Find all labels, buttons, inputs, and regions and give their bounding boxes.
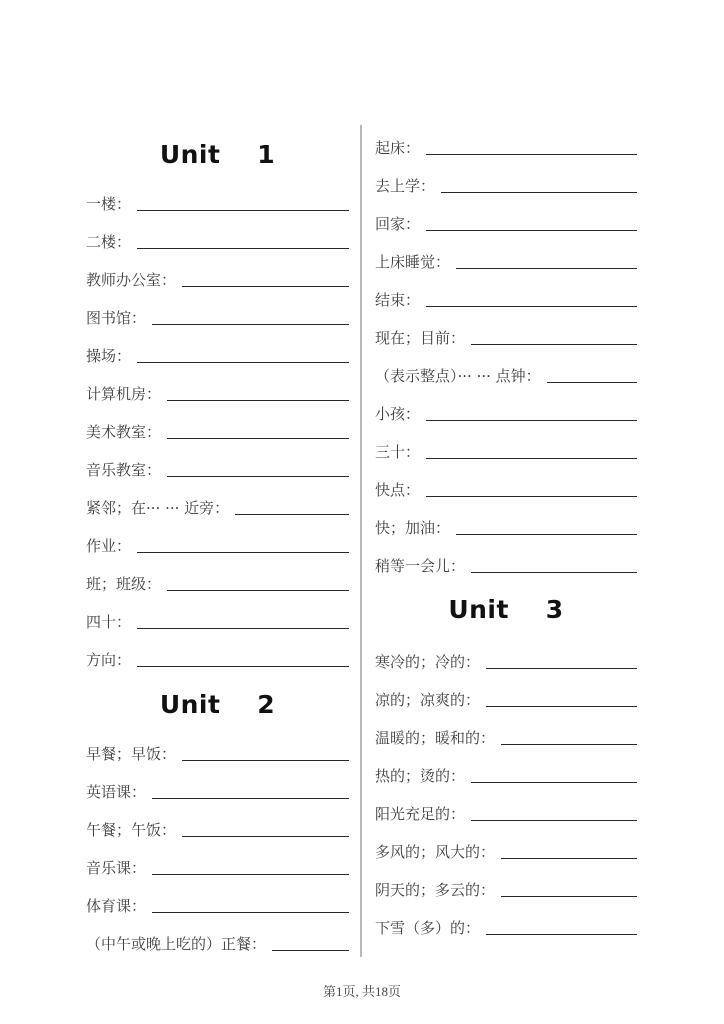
vocab-label: 计算机房：	[86, 385, 162, 403]
vocab-row	[86, 646, 349, 670]
vocab-row	[86, 494, 349, 518]
vocab-label: 二楼：	[86, 233, 132, 251]
vocab-label: 紧邻；在··· ··· 近旁：	[86, 499, 230, 517]
vocab-label: 一楼：	[86, 195, 132, 213]
answer-blank[interactable]	[137, 628, 349, 629]
vocab-row	[375, 438, 637, 462]
vocab-row	[86, 892, 349, 916]
answer-blank[interactable]	[486, 934, 637, 935]
answer-blank[interactable]	[167, 476, 349, 477]
answer-blank[interactable]	[471, 344, 637, 345]
vocab-row	[86, 740, 349, 764]
vocab-row	[375, 514, 637, 538]
vocab-label: 稍等一会儿：	[375, 557, 466, 575]
vocab-row	[375, 248, 637, 272]
vocab-row	[375, 762, 637, 786]
answer-blank[interactable]	[426, 458, 637, 459]
answer-blank[interactable]	[167, 400, 349, 401]
answer-blank[interactable]	[426, 154, 637, 155]
vocab-row	[86, 342, 349, 366]
vocab-row	[375, 800, 637, 824]
answer-blank[interactable]	[426, 420, 637, 421]
vocab-row	[86, 304, 349, 328]
vocab-label: 现在；目前：	[375, 329, 466, 347]
answer-blank[interactable]	[456, 268, 637, 269]
vocab-row	[86, 816, 349, 840]
vocab-label: 美术教室：	[86, 423, 162, 441]
answer-blank[interactable]	[501, 896, 637, 897]
vocab-label: 温暖的；暖和的：	[375, 729, 496, 747]
answer-blank[interactable]	[471, 820, 637, 821]
vocab-label: 教师办公室：	[86, 271, 177, 289]
vocab-label: 三十：	[375, 443, 421, 461]
answer-blank[interactable]	[137, 210, 349, 211]
vocab-label: 早餐；早饭：	[86, 745, 177, 763]
vocab-row	[86, 190, 349, 214]
vocab-label: 操场：	[86, 347, 132, 365]
answer-blank[interactable]	[137, 552, 349, 553]
answer-blank[interactable]	[235, 514, 349, 515]
answer-blank[interactable]	[167, 438, 349, 439]
vocab-label: 班；班级：	[86, 575, 162, 593]
unit-2-heading: Unit 2	[159, 690, 276, 719]
vocab-row	[375, 648, 637, 672]
vocab-row	[375, 172, 637, 196]
answer-blank[interactable]	[426, 306, 637, 307]
answer-blank[interactable]	[426, 496, 637, 497]
vocab-label: 下雪（多）的：	[375, 919, 481, 937]
vocab-label: 多风的；风大的：	[375, 843, 496, 861]
vocab-label: 起床：	[375, 139, 421, 157]
vocab-row	[86, 608, 349, 632]
vocab-row	[375, 552, 637, 576]
unit-3-heading: Unit 3	[448, 595, 564, 624]
answer-blank[interactable]	[501, 744, 637, 745]
answer-blank[interactable]	[182, 286, 349, 287]
vocab-row	[375, 476, 637, 500]
vocab-row	[375, 210, 637, 234]
vocab-label: 快；加油：	[375, 519, 451, 537]
answer-blank[interactable]	[426, 230, 637, 231]
column-divider	[360, 125, 362, 957]
vocab-row	[86, 380, 349, 404]
vocab-label: （中午或晚上吃的）正餐：	[86, 935, 267, 953]
vocab-label: 凉的；凉爽的：	[375, 691, 481, 709]
vocab-row	[375, 876, 637, 900]
vocab-label: 热的；烫的：	[375, 767, 466, 785]
vocab-row	[86, 228, 349, 252]
answer-blank[interactable]	[137, 666, 349, 667]
answer-blank[interactable]	[486, 668, 637, 669]
vocab-label: 体育课：	[86, 897, 147, 915]
vocab-row	[375, 686, 637, 710]
vocab-row	[86, 418, 349, 442]
vocab-row	[86, 266, 349, 290]
vocab-label: （表示整点）··· ··· 点钟：	[375, 367, 541, 385]
answer-blank[interactable]	[152, 798, 349, 799]
answer-blank[interactable]	[456, 534, 637, 535]
answer-blank[interactable]	[272, 950, 349, 951]
answer-blank[interactable]	[152, 912, 349, 913]
answer-blank[interactable]	[471, 572, 637, 573]
answer-blank[interactable]	[547, 382, 637, 383]
vocab-row	[375, 400, 637, 424]
answer-blank[interactable]	[441, 192, 637, 193]
vocab-label: 音乐教室：	[86, 461, 162, 479]
vocab-row	[86, 570, 349, 594]
vocab-label: 四十：	[86, 613, 132, 631]
vocab-label: 寒冷的；冷的：	[375, 653, 481, 671]
vocab-label: 午餐；午饭：	[86, 821, 177, 839]
vocab-label: 方向：	[86, 651, 132, 669]
vocab-row	[375, 134, 637, 158]
answer-blank[interactable]	[152, 874, 349, 875]
vocab-row	[86, 532, 349, 556]
vocab-label: 结束：	[375, 291, 421, 309]
vocab-row	[375, 838, 637, 862]
vocab-label: 英语课：	[86, 783, 147, 801]
vocab-label: 回家：	[375, 215, 421, 233]
vocab-label: 阳光充足的：	[375, 805, 466, 823]
vocab-row	[375, 362, 637, 386]
vocab-label: 图书馆：	[86, 309, 147, 327]
vocab-row	[86, 930, 349, 954]
answer-blank[interactable]	[182, 836, 349, 837]
vocab-label: 作业：	[86, 537, 132, 555]
vocab-row	[86, 854, 349, 878]
vocab-row	[375, 914, 637, 938]
vocab-label: 音乐课：	[86, 859, 147, 877]
vocab-label: 小孩：	[375, 405, 421, 423]
vocab-label: 快点：	[375, 481, 421, 499]
vocab-label: 上床睡觉：	[375, 253, 451, 271]
vocab-row	[375, 324, 637, 348]
answer-blank[interactable]	[182, 760, 349, 761]
vocab-row	[375, 286, 637, 310]
answer-blank[interactable]	[471, 782, 637, 783]
vocab-row	[375, 724, 637, 748]
vocab-label: 阴天的；多云的：	[375, 881, 496, 899]
unit-1-heading: Unit 1	[159, 140, 276, 169]
vocab-row	[86, 778, 349, 802]
answer-blank[interactable]	[137, 362, 349, 363]
answer-blank[interactable]	[486, 706, 637, 707]
page-number: 第1页, 共18页	[322, 984, 401, 999]
answer-blank[interactable]	[152, 324, 349, 325]
answer-blank[interactable]	[501, 858, 637, 859]
vocab-label: 去上学：	[375, 177, 436, 195]
answer-blank[interactable]	[167, 590, 349, 591]
vocab-row	[86, 456, 349, 480]
answer-blank[interactable]	[137, 248, 349, 249]
